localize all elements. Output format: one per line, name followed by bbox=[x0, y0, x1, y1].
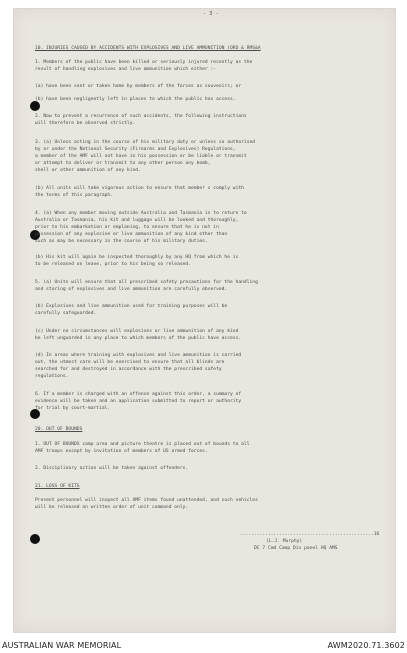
text-line: (b) Explosives and live ammunition used for training purposes will be bbox=[35, 304, 228, 309]
text-line: will be released on written order of unit command only. bbox=[35, 505, 189, 510]
text-line: 2. Disciplinary action will be taken against offenders. bbox=[35, 466, 189, 471]
document-text bbox=[35, 8, 385, 633]
text-line: 1. Members of the public have been killed or seriously injured recently as the bbox=[35, 60, 253, 65]
text-line: (b) His kit will again be inspected thoroughly by any HQ from which he is bbox=[35, 255, 239, 260]
text-line: be left unguarded in any place to which members of the public have access. bbox=[35, 336, 242, 341]
text-line: evidence will be taken and an application submitted to report or authority bbox=[35, 399, 242, 404]
text-line: prior to his embarkation or emplaning, to ensure that he is not in bbox=[35, 225, 219, 230]
text-line: such as may be necessary in the course of his military duties. bbox=[35, 239, 208, 244]
archive-footer bbox=[0, 635, 407, 653]
text-line: 4. (a) When any member moving outside Australia and Tasmania is to return to bbox=[35, 211, 247, 216]
document-page bbox=[13, 8, 396, 633]
text-line: result of handling explosives and live ammunition which either :- bbox=[35, 67, 217, 72]
text-line: (c) Under no circumstances will explosives or live ammunition of any kind bbox=[35, 329, 239, 334]
signature-title: DC 7 Cmd Camp Dis panel HQ AMS bbox=[254, 546, 338, 551]
text-line: or attempt to deliver or transmit to any other person any bomb, bbox=[35, 161, 211, 166]
text-line: out, the utmost care will be exercised to ensure that all blinds are bbox=[35, 360, 225, 365]
section-heading: 21. LOSS OF KITS bbox=[35, 484, 80, 489]
text-line: for trial by court-martial. bbox=[35, 406, 111, 411]
text-line: will therefore be observed strictly. bbox=[35, 121, 136, 126]
text-line: searched for and destroyed in accordance with the prescribed safety bbox=[35, 367, 222, 372]
text-line: (d) In areas where training with explosives and live ammunition is carried bbox=[35, 353, 242, 358]
text-line: by or under the National Security (Firearms and Explosives) Regulations, bbox=[35, 147, 236, 152]
section-heading: 10. INJURIES CAUSED BY ACCIDENTS WITH EXPLOSIVES AND LIVE AMMUNITION (ORO & RMS&A bbox=[35, 46, 261, 51]
text-line: regulations. bbox=[35, 374, 69, 379]
page-number: - 3 - bbox=[203, 11, 219, 17]
text-line: shell or other ammunition of any kind. bbox=[35, 168, 141, 173]
archive-name: AUSTRALIAN WAR MEMORIAL bbox=[2, 641, 122, 650]
text-line: the terms of this paragraph. bbox=[35, 193, 113, 198]
text-line: (b) All units will take vigorous action to ensure that member s comply with bbox=[35, 186, 244, 191]
signature-dots: ................................................16 bbox=[240, 532, 380, 537]
text-line: (b) have been negligently left in places to which the public has access. bbox=[35, 97, 236, 102]
text-line: and storing of explosives and live ammunition are carefully observed. bbox=[35, 287, 228, 292]
text-line: 6. If a member is charged with an offence against this order, a summary of bbox=[35, 392, 242, 397]
section-heading: 20. OUT OF BOUNDS bbox=[35, 427, 83, 432]
text-line: possession of any explosive or live ammunition of any kind other than bbox=[35, 232, 228, 237]
signature-name: (L.J. Murphy) bbox=[266, 539, 303, 544]
text-line: AMF troops except by invitation of members of US armed forces. bbox=[35, 449, 208, 454]
text-line: 5. (a) Units will ensure that all prescribed safety precautions for the handling bbox=[35, 280, 258, 285]
text-line: 2. Now to prevent a recurrence of such accidents, the following instructions bbox=[35, 114, 247, 119]
text-line: 3. (a) Unless acting in the course of his military duty or unless so authorised bbox=[35, 140, 256, 145]
archive-reference: AWM2020.71.3602 bbox=[327, 641, 405, 650]
text-line: Present personnel will inspect all AMF items found unattended, and such vehicles bbox=[35, 498, 258, 503]
text-line: Australia or Tasmania, his kit and luggage will be looked and thoroughly, bbox=[35, 218, 239, 223]
text-line: a member of the AMF will not have in his possession or be liable or transmit bbox=[35, 154, 247, 159]
text-line: 1. OUT OF BOUNDS camp area and picture theatre is placed out of bounds to all bbox=[35, 442, 250, 447]
text-line: carefully safeguarded. bbox=[35, 311, 97, 316]
text-line: to be released on leave, prior to his being so released. bbox=[35, 262, 191, 267]
text-line: (a) have been sent or taken home by members of the forces as souvenirs; or bbox=[35, 84, 242, 89]
